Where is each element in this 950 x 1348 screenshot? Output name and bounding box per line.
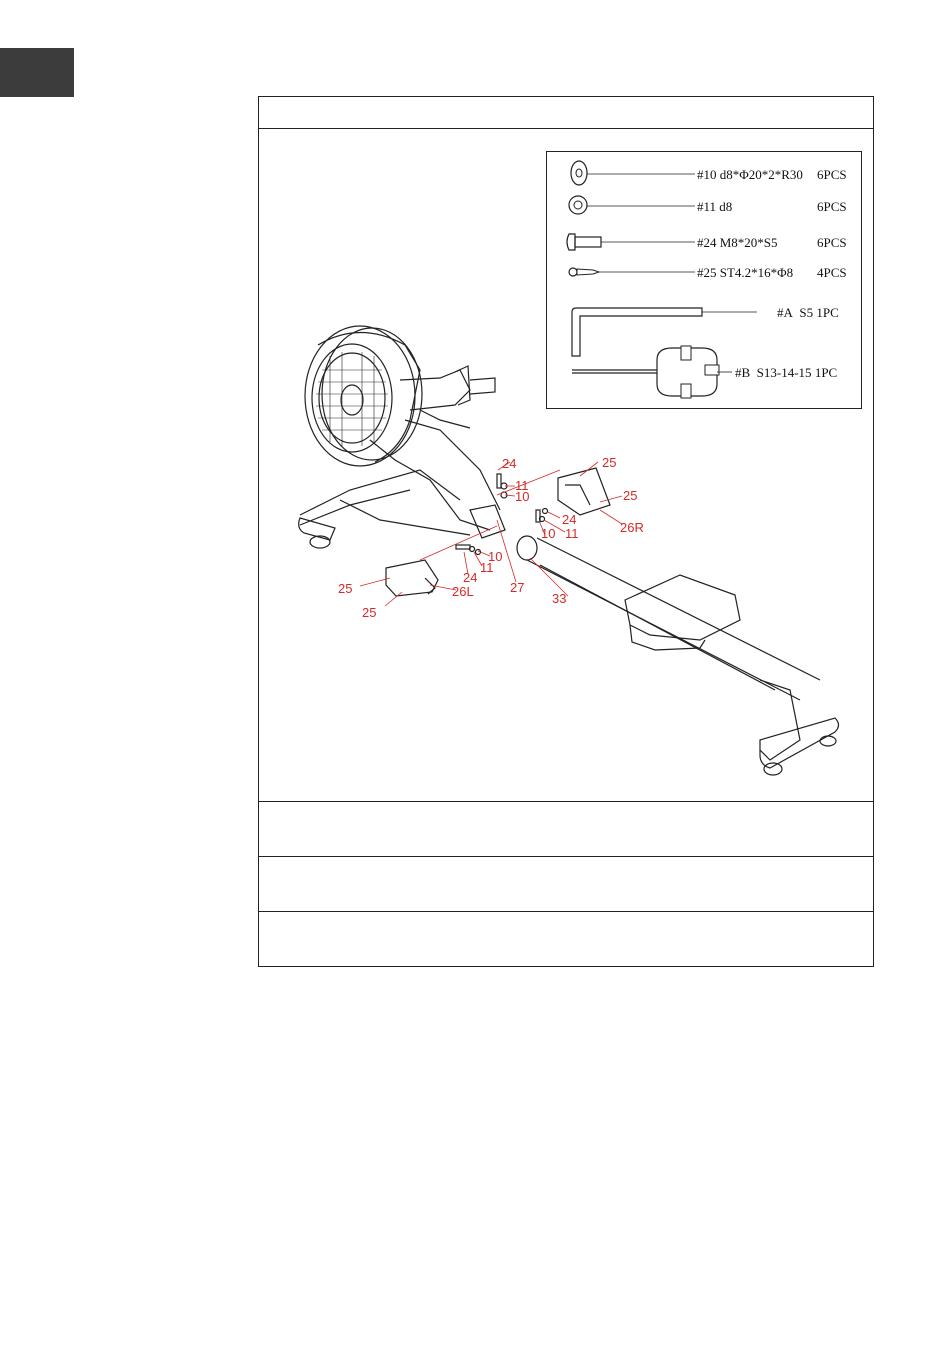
callout-24-top: 24 [502, 456, 517, 471]
part-24-label: #24 M8*20*S5 [697, 235, 778, 250]
part-11-qty: 6PCS [817, 199, 847, 214]
part-24-qty: 6PCS [817, 235, 847, 250]
part-10-qty: 6PCS [817, 167, 847, 182]
part-25-qty: 4PCS [817, 265, 847, 280]
callout-11-left: 11 [480, 560, 494, 575]
part-25-label: #25 ST4.2*16*Φ8 [697, 265, 794, 280]
callout-25-right-top: 25 [602, 455, 617, 470]
callout-26r: 26R [620, 520, 644, 535]
part-11-label: #11 d8 [697, 199, 733, 214]
callout-24-left: 24 [463, 570, 478, 585]
callout-11-right: 11 [565, 526, 579, 541]
part-10-label: #10 d8*Φ20*2*R30 [697, 167, 803, 182]
callout-27: 27 [510, 580, 525, 595]
callout-leaders [360, 462, 622, 606]
callout-26l: 26L [452, 584, 474, 599]
callout-11-top: 11 [515, 478, 529, 493]
rower-frame-illustration [299, 326, 839, 775]
callout-33: 33 [552, 591, 567, 606]
callout-10-top: 10 [515, 489, 530, 504]
callout-24-right: 24 [562, 512, 577, 527]
callout-10-left: 10 [488, 549, 503, 564]
callout-25-left: 25 [338, 581, 353, 596]
part-a-label: #A S5 1PC [777, 305, 839, 320]
callout-25-left-bottom: 25 [362, 605, 377, 620]
callout-25-right: 25 [623, 488, 638, 503]
part-b-label: #B S13-14-15 1PC [735, 365, 838, 380]
callout-10-right: 10 [541, 526, 556, 541]
